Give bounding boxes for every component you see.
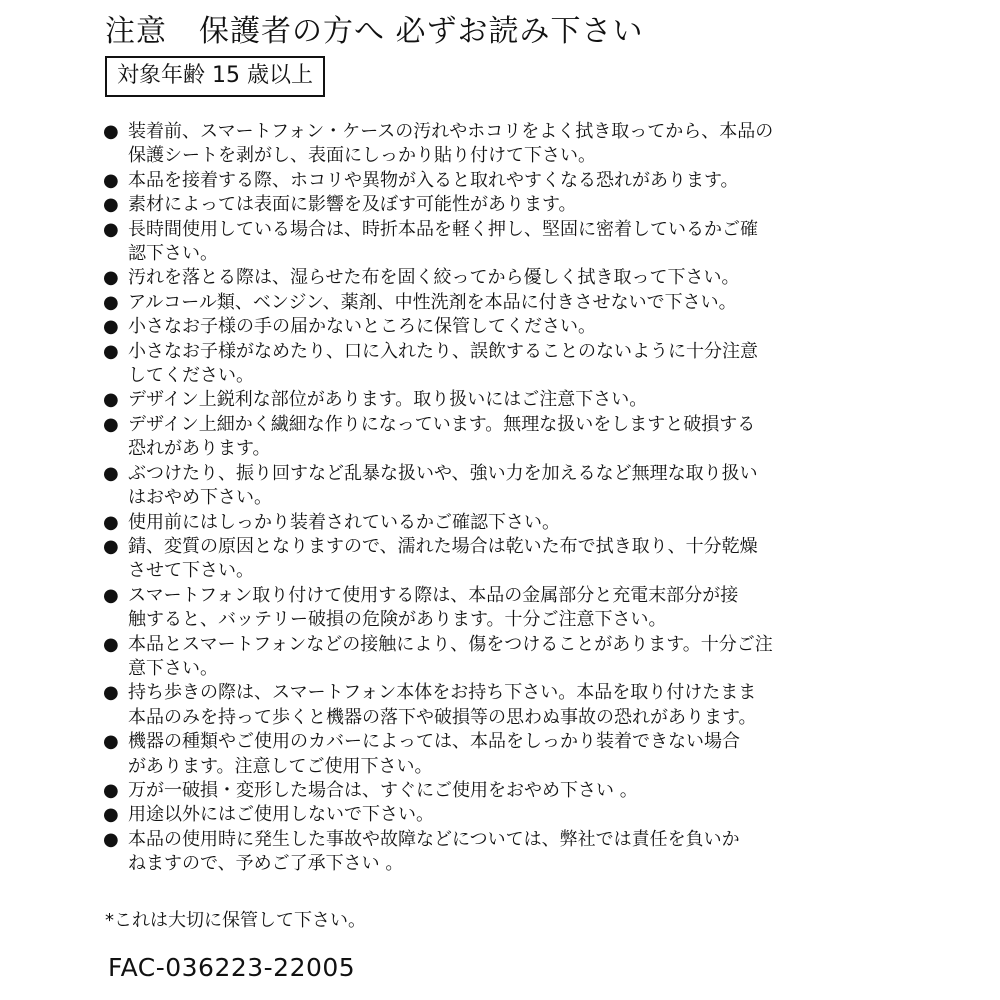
caution-text: 本品を接着する際、ホコリや異物が入ると取れやすくなる恐れがあります。 xyxy=(128,169,739,191)
caution-item xyxy=(103,462,903,511)
caution-item xyxy=(103,584,903,633)
caution-item xyxy=(103,388,903,412)
bullet-icon: ● xyxy=(103,340,119,362)
bullet-icon: ● xyxy=(103,389,119,411)
footnote: *これは大切に保管して下さい。 xyxy=(105,910,366,931)
bullet-icon: ● xyxy=(103,413,119,435)
caution-item xyxy=(103,315,903,339)
bullet-icon: ● xyxy=(103,267,119,289)
page-title xyxy=(105,6,644,50)
caution-text: はおやめ下さい。 xyxy=(128,487,272,509)
caution-text: 本品のみを持って歩くと機器の落下や破損等の思わぬ事故の恐れがあります。 xyxy=(128,706,757,728)
caution-item xyxy=(103,681,903,730)
caution-item xyxy=(103,291,903,315)
caution-item xyxy=(103,633,903,682)
bullet-icon: ● xyxy=(103,121,119,142)
caution-list xyxy=(103,120,903,877)
caution-item xyxy=(103,169,903,193)
bullet-icon: ● xyxy=(103,194,119,216)
caution-item xyxy=(103,266,903,290)
bullet-icon: ● xyxy=(103,828,119,850)
caution-text: 素材によっては表面に影響を及ぼす可能性があります。 xyxy=(128,194,577,216)
bullet-icon: ● xyxy=(103,511,119,533)
bullet-icon: ● xyxy=(103,462,119,484)
caution-text: 機器の種類やご使用のカバーによっては、本品をしっかり装着できない場合 xyxy=(128,731,740,753)
bullet-icon: ● xyxy=(103,633,119,655)
caution-item xyxy=(103,535,903,584)
bullet-icon: ● xyxy=(103,779,119,801)
bullet-icon: ● xyxy=(103,804,119,826)
caution-text: させて下さい。 xyxy=(128,560,254,582)
caution-item xyxy=(103,120,903,169)
product-code: FAC-036223-22005 xyxy=(108,953,356,982)
caution-text: 装着前、スマートフォン・ケースの汚れやホコリをよく拭き取ってから、本品の xyxy=(128,121,774,142)
caution-text: デザイン上細かく繊細な作りになっています。無理な扱いをしますと破損する xyxy=(128,413,756,435)
bullet-icon: ● xyxy=(103,291,119,313)
caution-text: 持ち歩きの際は、スマートフォン本体をお持ち下さい。本品を取り付けたまま xyxy=(128,682,757,704)
caution-text: してください。 xyxy=(128,365,254,387)
caution-item xyxy=(103,803,903,827)
caution-text: 本品の使用時に発生した事故や故障などについては、弊社では責任を負いか xyxy=(128,828,740,850)
caution-text: 意下さい。 xyxy=(128,657,218,679)
caution-text: 用途以外にはご使用しないで下さい。 xyxy=(128,804,434,826)
caution-item xyxy=(103,511,903,535)
age-rating-label: 対象年齢 15 歳以上 xyxy=(117,63,313,88)
caution-text: 小さなお子様の手の届かないところに保管してください。 xyxy=(128,316,596,338)
caution-item xyxy=(103,413,903,462)
age-rating-box xyxy=(105,56,325,97)
bullet-icon: ● xyxy=(103,316,119,338)
bullet-icon: ● xyxy=(103,535,119,557)
caution-text: 長時間使用している場合は、時折本品を軽く押し、堅固に密着しているかご確 xyxy=(128,218,758,240)
caution-text: 保護シートを剥がし、表面にしっかり貼り付けて下さい。 xyxy=(128,145,596,167)
caution-text: アルコール類、ベンジン、薬剤、中性洗剤を本品に付きさせないで下さい。 xyxy=(128,291,737,313)
bullet-icon: ● xyxy=(103,682,119,704)
caution-text: 認下さい。 xyxy=(128,243,218,265)
bullet-icon: ● xyxy=(103,731,119,753)
bullet-icon: ● xyxy=(103,218,119,240)
caution-item xyxy=(103,340,903,389)
caution-text: デザイン上鋭利な部位があります。取り扱いにはご注意下さい。 xyxy=(128,389,648,411)
caution-item xyxy=(103,218,903,267)
caution-text: 使用前にはしっかり装着されているかご確認下さい。 xyxy=(128,511,560,533)
caution-item xyxy=(103,730,903,779)
caution-text: ねますので、予めご了承下さい 。 xyxy=(128,853,404,875)
bullet-icon: ● xyxy=(103,169,119,191)
title-caution: 注意 xyxy=(105,14,167,49)
caution-text: 本品とスマートフォンなどの接触により、傷をつけることがあります。十分ご注 xyxy=(128,633,773,655)
caution-text: 恐れがあります。 xyxy=(128,438,271,460)
caution-text: があります。注意してご使用下さい。 xyxy=(128,755,433,777)
caution-text: ぶつけたり、振り回すなど乱暴な扱いや、強い力を加えるなど無理な取り扱い xyxy=(128,462,758,484)
caution-text: 万が一破損・変形した場合は、すぐにご使用をおやめ下さい 。 xyxy=(128,779,638,801)
bullet-icon: ● xyxy=(103,584,119,606)
caution-item xyxy=(103,193,903,217)
caution-item xyxy=(103,779,903,803)
caution-text: 小さなお子様がなめたり、口に入れたり、誤飲することのないように十分注意 xyxy=(128,340,758,362)
caution-text: スマートフォン取り付けて使用する際は、本品の金属部分と充電末部分が接 xyxy=(128,584,739,606)
caution-item xyxy=(103,828,903,877)
caution-text: 錆、変質の原因となりますので、濡れた場合は乾いた布で拭き取り、十分乾燥 xyxy=(128,535,758,557)
caution-text: 汚れを落とる際は、湿らせた布を固く絞ってから優しく拭き取って下さい。 xyxy=(128,267,740,289)
caution-text: 触すると、バッテリー破損の危険があります。十分ご注意下さい。 xyxy=(128,609,667,631)
title-guardian-notice: 保護者の方へ 必ずお読み下さい xyxy=(199,14,644,49)
